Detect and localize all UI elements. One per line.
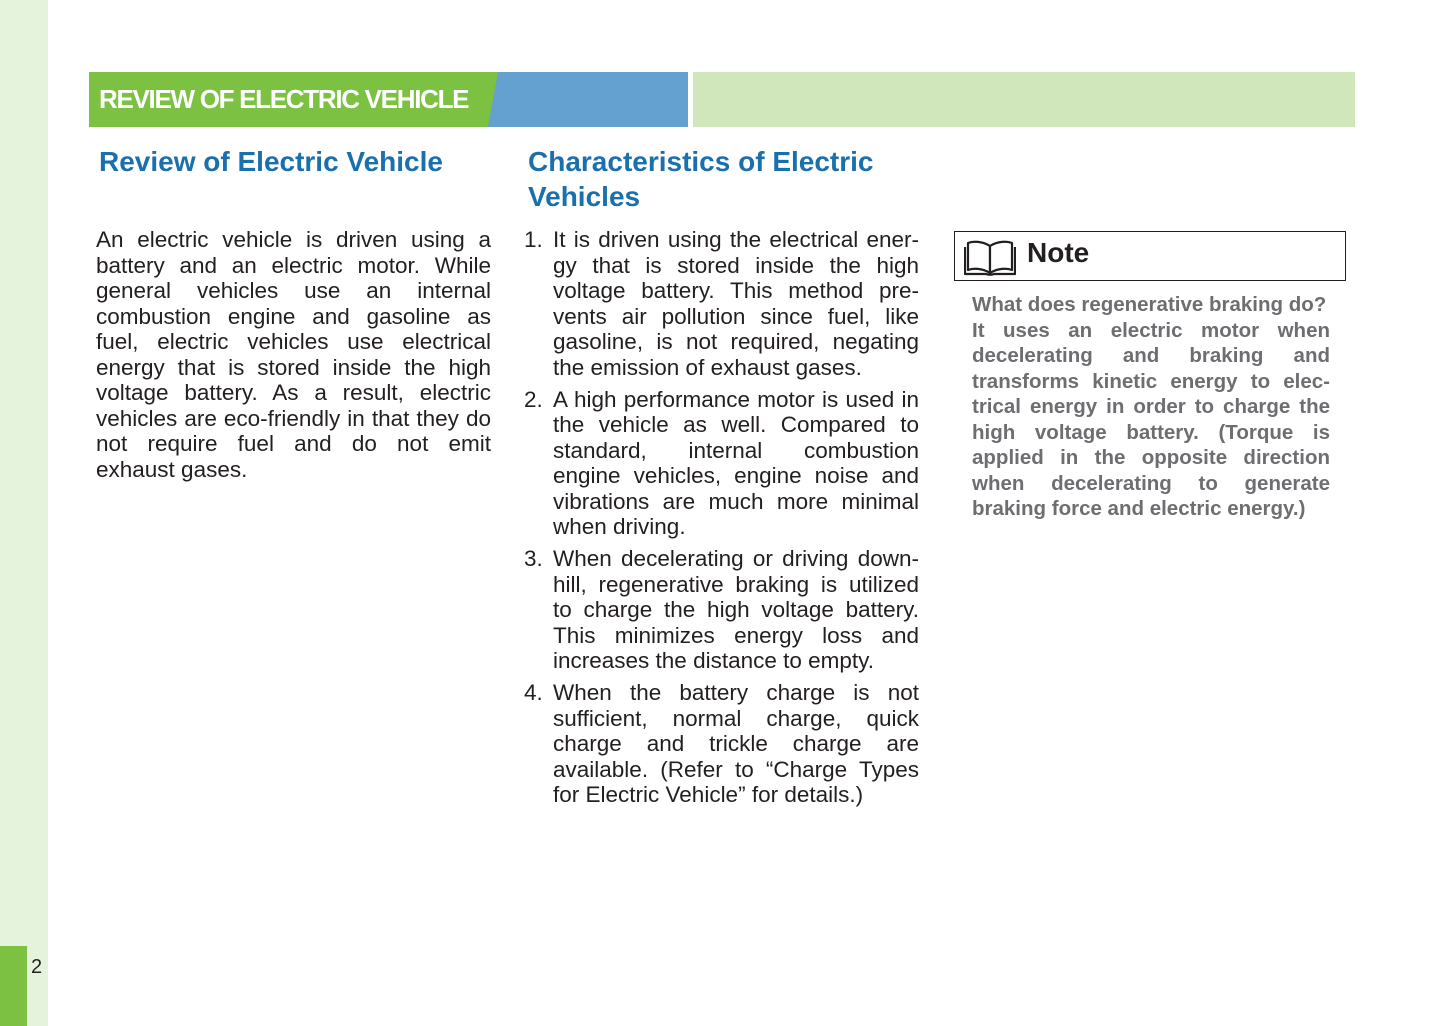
note-body [972,292,1330,522]
note-answer: It uses an electric motor when decelerating and braking and transforms kinetic energy to electrical energy in order to charge the high voltage battery. (Torque is applied in the opposite direction when decelerating to generate braking force and electric energy.) [972,318,1330,520]
section-title: REVIEW OF ELECTRIC VEHICLE [99,84,469,114]
left-heading: Review of Electric Vehicle [99,146,443,177]
left-body: An electric vehicle is driven using a battery and an electric motor. While general vehicles use an internal combustion engine and gasoline as fuel, electric vehicles use electrical energy that is stored inside the high voltage battery. As a result, electric vehicles are eco-friendly in that they do not require fuel and do not emit exhaust gases. [96,227,491,482]
banner-accent-light [693,72,1355,127]
middle-heading: Characteristics of Electric Vehicles [528,146,874,212]
list-item-number: 2. [524,386,543,412]
note-question: What does regenerative braking do? [972,293,1327,316]
list-item-text: It is driven using the electrical energy that is stored inside the high voltage battery. This method prevents air pollution since fuel, like gasoline, is not required, negating the emission of exhaust gases. [553,227,919,380]
list-item-number: 3. [524,546,543,571]
list-item [524,680,919,808]
note-title: Note [1027,237,1090,268]
list-item [524,227,919,380]
list-item-text: A high performance motor is used in the vehicle as well. Compared to standard, internal combustion engine vehicles, engine noise and vibrations are much more minimal when driving. [553,386,919,539]
list-item [524,546,919,674]
list-item-number: 1. [524,227,543,252]
note-box [954,231,1346,281]
banner-accent-blue [488,72,688,127]
side-strip [0,0,48,1026]
list-item-number: 4. [524,680,543,705]
book-icon [964,238,1016,276]
list-item-text: When the battery charge is not sufficient, normal charge, quick charge and trickle charge are available. (Refer to “Charge Types for Electric Vehicle” for details.) [553,680,919,807]
characteristics-list [524,227,919,814]
list-item [524,387,919,540]
list-item-text: When decelerating or driving downhill, regenerative braking is utilized to charge the high voltage battery. This minimizes energy loss and increases the distance to empty. [553,546,919,673]
page-number: 2 [31,956,43,978]
page-tab [0,946,27,1026]
